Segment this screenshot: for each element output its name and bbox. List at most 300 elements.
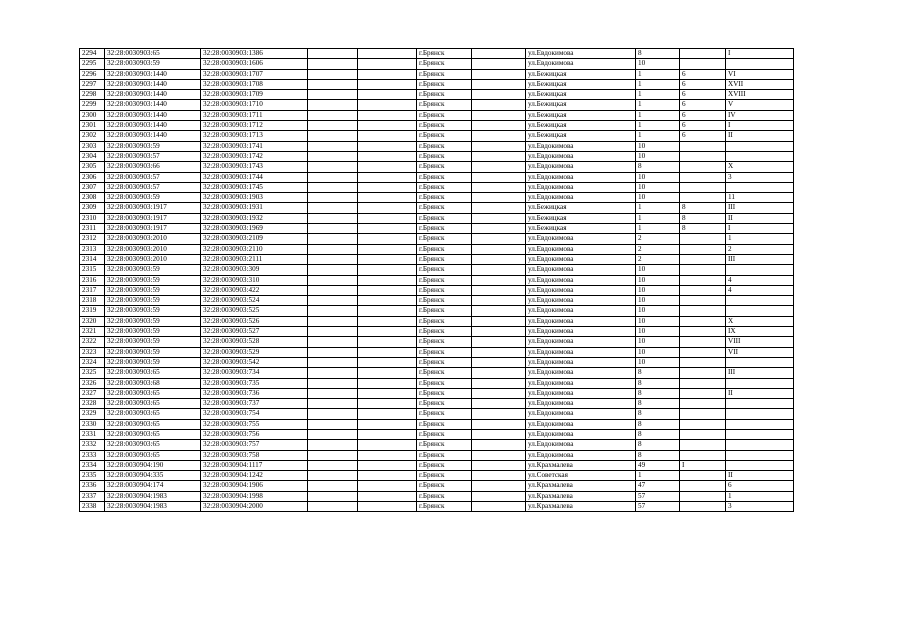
row-number-cell: 2330 — [80, 419, 105, 429]
empty-cell-a-cell — [308, 285, 358, 295]
cadastral-number-cell: 32:28:0030903:2111 — [201, 254, 308, 264]
table-row — [80, 162, 794, 172]
house-number-cell: 2 — [636, 234, 680, 244]
street-cell: ул.Бежицкая — [526, 131, 636, 141]
house-number-cell: 2 — [636, 244, 680, 254]
empty-cell-b-cell — [358, 254, 417, 264]
building-cell: 8 — [680, 213, 726, 223]
premises-cell: X — [726, 162, 794, 172]
city-cell: г.Брянск — [417, 296, 472, 306]
house-number-cell: 8 — [636, 399, 680, 409]
house-number-cell: 10 — [636, 275, 680, 285]
parent-cadastral-number-cell: 32:28:0030903:1917 — [105, 224, 201, 234]
city-cell: г.Брянск — [417, 275, 472, 285]
city-cell: г.Брянск — [417, 182, 472, 192]
cadastral-number-cell: 32:28:0030903:542 — [201, 357, 308, 367]
building-cell: 8 — [680, 203, 726, 213]
city-cell: г.Брянск — [417, 450, 472, 460]
building-cell — [680, 327, 726, 337]
street-cell: ул.Евдокимова — [526, 141, 636, 151]
parent-cadastral-number-cell: 32:28:0030903:65 — [105, 399, 201, 409]
cadastral-number-cell: 32:28:0030903:526 — [201, 316, 308, 326]
empty-cell-a-cell — [308, 234, 358, 244]
empty-cell-c-cell — [472, 121, 526, 131]
house-number-cell: 10 — [636, 357, 680, 367]
row-number-cell: 2300 — [80, 110, 105, 120]
empty-cell-b-cell — [358, 399, 417, 409]
empty-cell-b-cell — [358, 90, 417, 100]
parent-cadastral-number-cell: 32:28:0030903:1917 — [105, 213, 201, 223]
empty-cell-c-cell — [472, 306, 526, 316]
house-number-cell: 10 — [636, 347, 680, 357]
building-cell — [680, 275, 726, 285]
city-cell: г.Брянск — [417, 151, 472, 161]
empty-cell-b-cell — [358, 481, 417, 491]
parent-cadastral-number-cell: 32:28:0030903:59 — [105, 296, 201, 306]
cadastral-number-cell: 32:28:0030903:1903 — [201, 193, 308, 203]
row-number-cell: 2308 — [80, 193, 105, 203]
street-cell: ул.Евдокимова — [526, 59, 636, 69]
house-number-cell: 1 — [636, 90, 680, 100]
premises-cell: 2 — [726, 244, 794, 254]
house-number-cell: 47 — [636, 481, 680, 491]
table-row — [80, 327, 794, 337]
city-cell: г.Брянск — [417, 285, 472, 295]
empty-cell-c-cell — [472, 450, 526, 460]
row-number-cell: 2319 — [80, 306, 105, 316]
empty-cell-b-cell — [358, 409, 417, 419]
building-cell — [680, 265, 726, 275]
premises-cell: IV — [726, 110, 794, 120]
table-row — [80, 450, 794, 460]
empty-cell-a-cell — [308, 502, 358, 512]
house-number-cell: 10 — [636, 296, 680, 306]
empty-cell-a-cell — [308, 265, 358, 275]
registry-table — [79, 48, 794, 512]
row-number-cell: 2311 — [80, 224, 105, 234]
building-cell — [680, 388, 726, 398]
cadastral-number-cell: 32:28:0030903:1707 — [201, 69, 308, 79]
empty-cell-a-cell — [308, 357, 358, 367]
row-number-cell: 2316 — [80, 275, 105, 285]
parent-cadastral-number-cell: 32:28:0030904:1983 — [105, 502, 201, 512]
empty-cell-a-cell — [308, 460, 358, 470]
empty-cell-c-cell — [472, 193, 526, 203]
parent-cadastral-number-cell: 32:28:0030903:1917 — [105, 203, 201, 213]
table-row — [80, 378, 794, 388]
premises-cell: III — [726, 203, 794, 213]
city-cell: г.Брянск — [417, 59, 472, 69]
empty-cell-b-cell — [358, 162, 417, 172]
building-cell — [680, 378, 726, 388]
parent-cadastral-number-cell: 32:28:0030903:65 — [105, 409, 201, 419]
empty-cell-b-cell — [358, 368, 417, 378]
premises-cell — [726, 151, 794, 161]
empty-cell-a-cell — [308, 306, 358, 316]
city-cell: г.Брянск — [417, 110, 472, 120]
table-row — [80, 306, 794, 316]
empty-cell-a-cell — [308, 69, 358, 79]
city-cell: г.Брянск — [417, 502, 472, 512]
table-row — [80, 296, 794, 306]
city-cell: г.Брянск — [417, 121, 472, 131]
city-cell: г.Брянск — [417, 265, 472, 275]
parent-cadastral-number-cell: 32:28:0030903:65 — [105, 419, 201, 429]
building-cell: 6 — [680, 90, 726, 100]
premises-cell: 3 — [726, 172, 794, 182]
empty-cell-a-cell — [308, 193, 358, 203]
empty-cell-a-cell — [308, 378, 358, 388]
row-number-cell: 2302 — [80, 131, 105, 141]
empty-cell-c-cell — [472, 49, 526, 59]
empty-cell-c-cell — [472, 460, 526, 470]
premises-cell — [726, 419, 794, 429]
parent-cadastral-number-cell: 32:28:0030903:59 — [105, 193, 201, 203]
row-number-cell: 2334 — [80, 460, 105, 470]
empty-cell-c-cell — [472, 182, 526, 192]
city-cell: г.Брянск — [417, 131, 472, 141]
parent-cadastral-number-cell: 32:28:0030903:1440 — [105, 110, 201, 120]
premises-cell: VII — [726, 347, 794, 357]
street-cell: ул.Бежицкая — [526, 79, 636, 89]
street-cell: ул.Евдокимова — [526, 254, 636, 264]
premises-cell: I — [726, 49, 794, 59]
parent-cadastral-number-cell: 32:28:0030904:190 — [105, 460, 201, 470]
empty-cell-b-cell — [358, 141, 417, 151]
premises-cell: I — [726, 224, 794, 234]
parent-cadastral-number-cell: 32:28:0030904:335 — [105, 471, 201, 481]
street-cell: ул.Крахмалева — [526, 491, 636, 501]
empty-cell-c-cell — [472, 285, 526, 295]
empty-cell-c-cell — [472, 409, 526, 419]
house-number-cell: 10 — [636, 285, 680, 295]
table-row — [80, 49, 794, 59]
parent-cadastral-number-cell: 32:28:0030903:1440 — [105, 79, 201, 89]
empty-cell-c-cell — [472, 265, 526, 275]
row-number-cell: 2338 — [80, 502, 105, 512]
premises-cell: XVIII — [726, 90, 794, 100]
empty-cell-b-cell — [358, 378, 417, 388]
row-number-cell: 2328 — [80, 399, 105, 409]
parent-cadastral-number-cell: 32:28:0030903:59 — [105, 275, 201, 285]
building-cell: 6 — [680, 121, 726, 131]
street-cell: ул.Евдокимова — [526, 244, 636, 254]
cadastral-number-cell: 32:28:0030903:737 — [201, 399, 308, 409]
empty-cell-b-cell — [358, 296, 417, 306]
empty-cell-c-cell — [472, 110, 526, 120]
table-row — [80, 121, 794, 131]
building-cell: 6 — [680, 100, 726, 110]
house-number-cell: 8 — [636, 49, 680, 59]
house-number-cell: 2 — [636, 254, 680, 264]
parent-cadastral-number-cell: 32:28:0030903:65 — [105, 450, 201, 460]
city-cell: г.Брянск — [417, 368, 472, 378]
table-row — [80, 203, 794, 213]
building-cell: 6 — [680, 131, 726, 141]
parent-cadastral-number-cell: 32:28:0030903:59 — [105, 357, 201, 367]
house-number-cell: 10 — [636, 316, 680, 326]
cadastral-number-cell: 32:28:0030903:1741 — [201, 141, 308, 151]
empty-cell-a-cell — [308, 491, 358, 501]
parent-cadastral-number-cell: 32:28:0030903:68 — [105, 378, 201, 388]
building-cell — [680, 491, 726, 501]
parent-cadastral-number-cell: 32:28:0030903:2010 — [105, 244, 201, 254]
row-number-cell: 2305 — [80, 162, 105, 172]
house-number-cell: 1 — [636, 100, 680, 110]
cadastral-number-cell: 32:28:0030904:1242 — [201, 471, 308, 481]
row-number-cell: 2297 — [80, 79, 105, 89]
row-number-cell: 2312 — [80, 234, 105, 244]
building-cell — [680, 193, 726, 203]
empty-cell-c-cell — [472, 378, 526, 388]
premises-cell: II — [726, 388, 794, 398]
table-row — [80, 151, 794, 161]
empty-cell-c-cell — [472, 203, 526, 213]
street-cell: ул.Евдокимова — [526, 388, 636, 398]
empty-cell-b-cell — [358, 110, 417, 120]
street-cell: ул.Евдокимова — [526, 193, 636, 203]
row-number-cell: 2325 — [80, 368, 105, 378]
empty-cell-b-cell — [358, 49, 417, 59]
empty-cell-a-cell — [308, 182, 358, 192]
building-cell — [680, 429, 726, 439]
building-cell — [680, 357, 726, 367]
row-number-cell: 2298 — [80, 90, 105, 100]
empty-cell-c-cell — [472, 234, 526, 244]
table-row — [80, 234, 794, 244]
building-cell — [680, 182, 726, 192]
cadastral-number-cell: 32:28:0030903:734 — [201, 368, 308, 378]
city-cell: г.Брянск — [417, 244, 472, 254]
parent-cadastral-number-cell: 32:28:0030903:59 — [105, 141, 201, 151]
premises-cell: X — [726, 316, 794, 326]
empty-cell-a-cell — [308, 275, 358, 285]
parent-cadastral-number-cell: 32:28:0030903:59 — [105, 337, 201, 347]
street-cell: ул.Евдокимова — [526, 378, 636, 388]
parent-cadastral-number-cell: 32:28:0030903:59 — [105, 59, 201, 69]
cadastral-number-cell: 32:28:0030903:1745 — [201, 182, 308, 192]
city-cell: г.Брянск — [417, 378, 472, 388]
premises-cell: 11 — [726, 193, 794, 203]
cadastral-number-cell: 32:28:0030904:1998 — [201, 491, 308, 501]
cadastral-number-cell: 32:28:0030903:736 — [201, 388, 308, 398]
premises-cell — [726, 306, 794, 316]
building-cell — [680, 419, 726, 429]
row-number-cell: 2315 — [80, 265, 105, 275]
street-cell: ул.Евдокимова — [526, 450, 636, 460]
house-number-cell: 1 — [636, 79, 680, 89]
building-cell: 6 — [680, 79, 726, 89]
house-number-cell: 8 — [636, 409, 680, 419]
cadastral-number-cell: 32:28:0030903:310 — [201, 275, 308, 285]
empty-cell-b-cell — [358, 429, 417, 439]
row-number-cell: 2295 — [80, 59, 105, 69]
empty-cell-a-cell — [308, 440, 358, 450]
street-cell: ул.Евдокимова — [526, 440, 636, 450]
table-row — [80, 59, 794, 69]
cadastral-number-cell: 32:28:0030903:2109 — [201, 234, 308, 244]
house-number-cell: 8 — [636, 429, 680, 439]
house-number-cell: 10 — [636, 337, 680, 347]
house-number-cell: 8 — [636, 378, 680, 388]
street-cell: ул.Евдокимова — [526, 357, 636, 367]
building-cell — [680, 254, 726, 264]
street-cell: ул.Евдокимова — [526, 49, 636, 59]
house-number-cell: 8 — [636, 450, 680, 460]
empty-cell-a-cell — [308, 162, 358, 172]
parent-cadastral-number-cell: 32:28:0030903:59 — [105, 327, 201, 337]
empty-cell-a-cell — [308, 450, 358, 460]
empty-cell-c-cell — [472, 254, 526, 264]
empty-cell-b-cell — [358, 182, 417, 192]
empty-cell-a-cell — [308, 59, 358, 69]
empty-cell-c-cell — [472, 79, 526, 89]
empty-cell-c-cell — [472, 388, 526, 398]
empty-cell-b-cell — [358, 306, 417, 316]
empty-cell-a-cell — [308, 224, 358, 234]
table-row — [80, 409, 794, 419]
premises-cell: V — [726, 100, 794, 110]
cadastral-number-cell: 32:28:0030903:1931 — [201, 203, 308, 213]
street-cell: ул.Бежицкая — [526, 203, 636, 213]
empty-cell-c-cell — [472, 275, 526, 285]
building-cell — [680, 234, 726, 244]
table-row — [80, 90, 794, 100]
empty-cell-b-cell — [358, 151, 417, 161]
street-cell: ул.Евдокимова — [526, 296, 636, 306]
empty-cell-a-cell — [308, 388, 358, 398]
empty-cell-b-cell — [358, 388, 417, 398]
cadastral-number-cell: 32:28:0030903:528 — [201, 337, 308, 347]
empty-cell-b-cell — [358, 69, 417, 79]
parent-cadastral-number-cell: 32:28:0030903:59 — [105, 347, 201, 357]
empty-cell-c-cell — [472, 224, 526, 234]
cadastral-number-cell: 32:28:0030903:1932 — [201, 213, 308, 223]
cadastral-number-cell: 32:28:0030903:1709 — [201, 90, 308, 100]
parent-cadastral-number-cell: 32:28:0030903:65 — [105, 440, 201, 450]
house-number-cell: 10 — [636, 306, 680, 316]
house-number-cell: 8 — [636, 368, 680, 378]
empty-cell-c-cell — [472, 429, 526, 439]
empty-cell-a-cell — [308, 296, 358, 306]
city-cell: г.Брянск — [417, 337, 472, 347]
table-row — [80, 254, 794, 264]
parent-cadastral-number-cell: 32:28:0030903:57 — [105, 182, 201, 192]
city-cell: г.Брянск — [417, 429, 472, 439]
row-number-cell: 2317 — [80, 285, 105, 295]
row-number-cell: 2322 — [80, 337, 105, 347]
cadastral-number-cell: 32:28:0030904:2000 — [201, 502, 308, 512]
building-cell — [680, 316, 726, 326]
building-cell: 8 — [680, 224, 726, 234]
table-row — [80, 275, 794, 285]
row-number-cell: 2323 — [80, 347, 105, 357]
parent-cadastral-number-cell: 32:28:0030903:57 — [105, 172, 201, 182]
empty-cell-a-cell — [308, 347, 358, 357]
premises-cell — [726, 429, 794, 439]
city-cell: г.Брянск — [417, 90, 472, 100]
premises-cell: VI — [726, 69, 794, 79]
street-cell: ул.Крахмалева — [526, 460, 636, 470]
empty-cell-c-cell — [472, 357, 526, 367]
empty-cell-a-cell — [308, 49, 358, 59]
empty-cell-c-cell — [472, 471, 526, 481]
city-cell: г.Брянск — [417, 481, 472, 491]
table-row — [80, 399, 794, 409]
city-cell: г.Брянск — [417, 141, 472, 151]
empty-cell-c-cell — [472, 502, 526, 512]
city-cell: г.Брянск — [417, 213, 472, 223]
city-cell: г.Брянск — [417, 327, 472, 337]
empty-cell-a-cell — [308, 203, 358, 213]
cadastral-number-cell: 32:28:0030903:1386 — [201, 49, 308, 59]
empty-cell-b-cell — [358, 244, 417, 254]
empty-cell-b-cell — [358, 203, 417, 213]
table-row — [80, 388, 794, 398]
empty-cell-a-cell — [308, 254, 358, 264]
row-number-cell: 2314 — [80, 254, 105, 264]
street-cell: ул.Евдокимова — [526, 182, 636, 192]
cadastral-number-cell: 32:28:0030903:527 — [201, 327, 308, 337]
row-number-cell: 2309 — [80, 203, 105, 213]
house-number-cell: 1 — [636, 131, 680, 141]
empty-cell-a-cell — [308, 316, 358, 326]
row-number-cell: 2329 — [80, 409, 105, 419]
premises-cell: II — [726, 213, 794, 223]
street-cell: ул.Евдокимова — [526, 419, 636, 429]
cadastral-number-cell: 32:28:0030903:735 — [201, 378, 308, 388]
empty-cell-b-cell — [358, 234, 417, 244]
city-cell: г.Брянск — [417, 224, 472, 234]
premises-cell: II — [726, 131, 794, 141]
building-cell — [680, 306, 726, 316]
empty-cell-c-cell — [472, 162, 526, 172]
street-cell: ул.Бежицкая — [526, 224, 636, 234]
city-cell: г.Брянск — [417, 460, 472, 470]
empty-cell-c-cell — [472, 90, 526, 100]
empty-cell-b-cell — [358, 502, 417, 512]
parent-cadastral-number-cell: 32:28:0030903:1440 — [105, 69, 201, 79]
empty-cell-a-cell — [308, 131, 358, 141]
premises-cell: 6 — [726, 481, 794, 491]
cadastral-number-cell: 32:28:0030903:758 — [201, 450, 308, 460]
parent-cadastral-number-cell: 32:28:0030903:65 — [105, 49, 201, 59]
building-cell — [680, 471, 726, 481]
city-cell: г.Брянск — [417, 49, 472, 59]
parent-cadastral-number-cell: 32:28:0030903:65 — [105, 429, 201, 439]
city-cell: г.Брянск — [417, 79, 472, 89]
empty-cell-c-cell — [472, 481, 526, 491]
street-cell: ул.Бежицкая — [526, 121, 636, 131]
empty-cell-c-cell — [472, 69, 526, 79]
street-cell: ул.Советская — [526, 471, 636, 481]
parent-cadastral-number-cell: 32:28:0030904:1983 — [105, 491, 201, 501]
table-row — [80, 224, 794, 234]
parent-cadastral-number-cell: 32:28:0030903:2010 — [105, 234, 201, 244]
premises-cell: 1 — [726, 491, 794, 501]
cadastral-number-cell: 32:28:0030903:422 — [201, 285, 308, 295]
empty-cell-c-cell — [472, 491, 526, 501]
empty-cell-a-cell — [308, 419, 358, 429]
street-cell: ул.Бежицкая — [526, 100, 636, 110]
city-cell: г.Брянск — [417, 409, 472, 419]
table-row — [80, 440, 794, 450]
street-cell: ул.Евдокимова — [526, 429, 636, 439]
empty-cell-c-cell — [472, 151, 526, 161]
house-number-cell: 10 — [636, 327, 680, 337]
row-number-cell: 2327 — [80, 388, 105, 398]
building-cell — [680, 440, 726, 450]
